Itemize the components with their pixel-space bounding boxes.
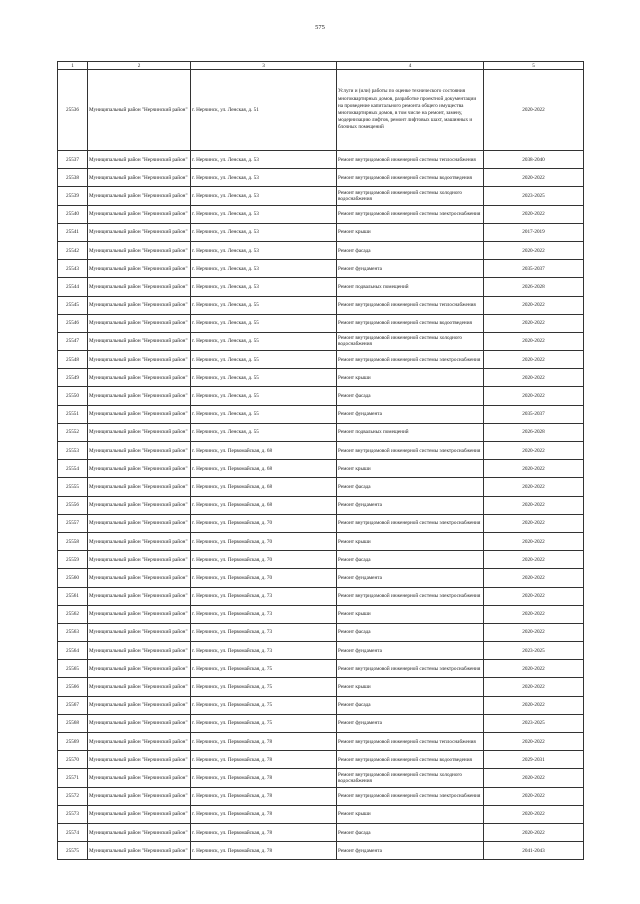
table-row (58, 769, 584, 787)
table-row (58, 751, 584, 769)
period-cell: 2020-2022 (484, 678, 584, 696)
table-row (58, 805, 584, 823)
municipality-cell: Муниципальный район "Нерчинский район" (88, 823, 191, 841)
period-cell: 2020-2022 (484, 805, 584, 823)
period-cell: 2020-2022 (484, 733, 584, 751)
table-row (58, 369, 584, 387)
period-cell: 2020-2022 (484, 442, 584, 460)
address-cell: г. Нерчинск, ул. Первомайская, д. 73 (191, 587, 337, 605)
address-cell: г. Нерчинск, ул. Первомайская, д. 68 (191, 496, 337, 514)
column-header: 4 (337, 62, 484, 70)
work-type-cell: Ремонт внутридомовой инженерной системы теплоснабжения (337, 151, 484, 169)
work-type-cell: Ремонт фасада (337, 478, 484, 496)
table-row (58, 733, 584, 751)
column-header: 2 (88, 62, 191, 70)
table-row (58, 823, 584, 841)
row-number-cell: 25547 (58, 332, 88, 350)
work-type-cell: Ремонт внутридомовой инженерной системы холодного водоснабжения (337, 769, 484, 787)
address-cell: г. Нерчинск, ул. Ленская, д. 53 (191, 260, 337, 278)
row-number-cell: 25542 (58, 241, 88, 259)
table-row (58, 241, 584, 259)
work-type-cell: Ремонт внутридомовой инженерной системы теплоснабжения (337, 733, 484, 751)
row-number-cell: 25539 (58, 187, 88, 205)
table-row (58, 678, 584, 696)
work-type-cell: Ремонт фасада (337, 696, 484, 714)
address-cell: г. Нерчинск, ул. Первомайская, д. 78 (191, 805, 337, 823)
municipality-cell: Муниципальный район "Нерчинский район" (88, 187, 191, 205)
work-type-cell: Ремонт внутридомовой инженерной системы водоотведения (337, 751, 484, 769)
municipality-cell: Муниципальный район "Нерчинский район" (88, 769, 191, 787)
row-number-cell: 25558 (58, 532, 88, 550)
period-cell: 2017-2019 (484, 223, 584, 241)
address-cell: г. Нерчинск, ул. Ленская, д. 55 (191, 423, 337, 441)
period-cell: 2023-2025 (484, 714, 584, 732)
address-cell: г. Нерчинск, ул. Ленская, д. 53 (191, 241, 337, 259)
work-type-cell: Ремонт фундамента (337, 260, 484, 278)
row-number-cell: 25563 (58, 623, 88, 641)
municipality-cell: Муниципальный район "Нерчинский район" (88, 205, 191, 223)
municipality-cell: Муниципальный район "Нерчинский район" (88, 733, 191, 751)
period-cell: 2035-2037 (484, 260, 584, 278)
period-cell: 2020-2022 (484, 70, 584, 151)
municipality-cell: Муниципальный район "Нерчинский район" (88, 314, 191, 332)
address-cell: г. Нерчинск, ул. Ленская, д. 53 (191, 278, 337, 296)
period-cell: 2020-2022 (484, 478, 584, 496)
row-number-cell: 25554 (58, 460, 88, 478)
work-type-cell: Ремонт крыши (337, 460, 484, 478)
row-number-cell: 25571 (58, 769, 88, 787)
address-cell: г. Нерчинск, ул. Ленская, д. 55 (191, 387, 337, 405)
table-row (58, 642, 584, 660)
municipality-cell: Муниципальный район "Нерчинский район" (88, 369, 191, 387)
work-type-cell: Ремонт фундамента (337, 642, 484, 660)
work-type-cell: Ремонт внутридомовой инженерной системы водоотведения (337, 169, 484, 187)
table-row (58, 405, 584, 423)
table-row (58, 151, 584, 169)
work-type-cell: Ремонт подвальных помещений (337, 278, 484, 296)
period-cell: 2020-2022 (484, 696, 584, 714)
municipality-cell: Муниципальный район "Нерчинский район" (88, 442, 191, 460)
period-cell: 2020-2022 (484, 314, 584, 332)
table-row (58, 587, 584, 605)
table-row (58, 496, 584, 514)
period-cell: 2035-2037 (484, 405, 584, 423)
municipality-cell: Муниципальный район "Нерчинский район" (88, 223, 191, 241)
municipality-cell: Муниципальный район "Нерчинский район" (88, 678, 191, 696)
municipality-cell: Муниципальный район "Нерчинский район" (88, 660, 191, 678)
municipality-cell: Муниципальный район "Нерчинский район" (88, 496, 191, 514)
municipality-cell: Муниципальный район "Нерчинский район" (88, 478, 191, 496)
address-cell: г. Нерчинск, ул. Первомайская, д. 70 (191, 551, 337, 569)
row-number-cell: 25541 (58, 223, 88, 241)
row-number-cell: 25548 (58, 351, 88, 369)
municipality-cell: Муниципальный район "Нерчинский район" (88, 260, 191, 278)
table-row (58, 187, 584, 205)
row-number-cell: 25544 (58, 278, 88, 296)
municipality-cell: Муниципальный район "Нерчинский район" (88, 842, 191, 860)
address-cell: г. Нерчинск, ул. Первомайская, д. 75 (191, 660, 337, 678)
address-cell: г. Нерчинск, ул. Ленская, д. 53 (191, 151, 337, 169)
work-type-cell: Ремонт внутридомовой инженерной системы электроснабжения (337, 514, 484, 532)
period-cell: 2020-2022 (484, 787, 584, 805)
municipality-cell: Муниципальный район "Нерчинский район" (88, 70, 191, 151)
row-number-cell: 25559 (58, 551, 88, 569)
row-number-cell: 25550 (58, 387, 88, 405)
address-cell: г. Нерчинск, ул. Первомайская, д. 78 (191, 733, 337, 751)
row-number-cell: 25566 (58, 678, 88, 696)
municipality-cell: Муниципальный район "Нерчинский район" (88, 278, 191, 296)
work-type-cell: Ремонт фасада (337, 623, 484, 641)
row-number-cell: 25568 (58, 714, 88, 732)
address-cell: г. Нерчинск, ул. Первомайская, д. 75 (191, 678, 337, 696)
row-number-cell: 25565 (58, 660, 88, 678)
period-cell: 2020-2022 (484, 514, 584, 532)
address-cell: г. Нерчинск, ул. Первомайская, д. 68 (191, 442, 337, 460)
work-type-cell: Ремонт внутридомовой инженерной системы электроснабжения (337, 587, 484, 605)
period-cell: 2020-2022 (484, 496, 584, 514)
row-number-cell: 25540 (58, 205, 88, 223)
row-number-cell: 25575 (58, 842, 88, 860)
work-type-cell: Ремонт внутридомовой инженерной системы электроснабжения (337, 205, 484, 223)
work-type-cell: Ремонт подвальных помещений (337, 423, 484, 441)
period-cell: 2020-2022 (484, 460, 584, 478)
work-type-cell: Ремонт фундамента (337, 714, 484, 732)
address-cell: г. Нерчинск, ул. Первомайская, д. 78 (191, 823, 337, 841)
row-number-cell: 25552 (58, 423, 88, 441)
table-row (58, 278, 584, 296)
address-cell: г. Нерчинск, ул. Первомайская, д. 78 (191, 751, 337, 769)
municipality-cell: Муниципальный район "Нерчинский район" (88, 751, 191, 769)
row-number-cell: 25573 (58, 805, 88, 823)
row-number-cell: 25537 (58, 151, 88, 169)
table-row (58, 460, 584, 478)
table-row (58, 351, 584, 369)
address-cell: г. Нерчинск, ул. Ленская, д. 51 (191, 70, 337, 151)
period-cell: 2020-2022 (484, 623, 584, 641)
municipality-cell: Муниципальный район "Нерчинский район" (88, 351, 191, 369)
table-row (58, 205, 584, 223)
municipality-cell: Муниципальный район "Нерчинский район" (88, 405, 191, 423)
municipality-cell: Муниципальный район "Нерчинский район" (88, 605, 191, 623)
table-row (58, 296, 584, 314)
address-cell: г. Нерчинск, ул. Ленская, д. 55 (191, 351, 337, 369)
table-row (58, 478, 584, 496)
work-type-cell: Ремонт внутридомовой инженерной системы холодного водоснабжения (337, 187, 484, 205)
work-type-cell: Ремонт внутридомовой инженерной системы электроснабжения (337, 351, 484, 369)
table-row (58, 623, 584, 641)
municipality-cell: Муниципальный район "Нерчинский район" (88, 532, 191, 550)
municipality-cell: Муниципальный район "Нерчинский район" (88, 587, 191, 605)
municipality-cell: Муниципальный район "Нерчинский район" (88, 642, 191, 660)
municipality-cell: Муниципальный район "Нерчинский район" (88, 423, 191, 441)
municipality-cell: Муниципальный район "Нерчинский район" (88, 241, 191, 259)
address-cell: г. Нерчинск, ул. Первомайская, д. 70 (191, 514, 337, 532)
address-cell: г. Нерчинск, ул. Первомайская, д. 78 (191, 769, 337, 787)
row-number-cell: 25555 (58, 478, 88, 496)
row-number-cell: 25570 (58, 751, 88, 769)
municipality-cell: Муниципальный район "Нерчинский район" (88, 569, 191, 587)
address-cell: г. Нерчинск, ул. Первомайская, д. 75 (191, 696, 337, 714)
address-cell: г. Нерчинск, ул. Ленская, д. 53 (191, 205, 337, 223)
row-number-cell: 25538 (58, 169, 88, 187)
column-number-row (58, 62, 584, 70)
period-cell: 2020-2022 (484, 769, 584, 787)
row-number-cell: 25572 (58, 787, 88, 805)
period-cell: 2020-2022 (484, 296, 584, 314)
table-row (58, 842, 584, 860)
period-cell: 2023-2025 (484, 642, 584, 660)
table-row (58, 70, 584, 151)
municipality-cell: Муниципальный район "Нерчинский район" (88, 514, 191, 532)
period-cell: 2020-2022 (484, 605, 584, 623)
row-number-cell: 25556 (58, 496, 88, 514)
row-number-cell: 25557 (58, 514, 88, 532)
period-cell: 2020-2022 (484, 660, 584, 678)
row-number-cell: 25569 (58, 733, 88, 751)
row-number-cell: 25546 (58, 314, 88, 332)
municipality-cell: Муниципальный район "Нерчинский район" (88, 151, 191, 169)
row-number-cell: 25574 (58, 823, 88, 841)
address-cell: г. Нерчинск, ул. Ленская, д. 53 (191, 223, 337, 241)
work-type-cell: Ремонт внутридомовой инженерной системы электроснабжения (337, 442, 484, 460)
table-row (58, 442, 584, 460)
work-type-cell: Ремонт фундамента (337, 569, 484, 587)
address-cell: г. Нерчинск, ул. Первомайская, д. 73 (191, 642, 337, 660)
row-number-cell: 25536 (58, 70, 88, 151)
address-cell: г. Нерчинск, ул. Первомайская, д. 75 (191, 714, 337, 732)
table-row (58, 696, 584, 714)
address-cell: г. Нерчинск, ул. Первомайская, д. 70 (191, 532, 337, 550)
work-type-cell: Ремонт внутридомовой инженерной системы теплоснабжения (337, 296, 484, 314)
period-cell: 2020-2022 (484, 569, 584, 587)
page-number: 575 (315, 24, 325, 31)
period-cell: 2041-2043 (484, 842, 584, 860)
table-row (58, 660, 584, 678)
address-cell: г. Нерчинск, ул. Первомайская, д. 78 (191, 787, 337, 805)
address-cell: г. Нерчинск, ул. Первомайская, д. 73 (191, 605, 337, 623)
address-cell: г. Нерчинск, ул. Ленская, д. 55 (191, 332, 337, 350)
table-row (58, 332, 584, 350)
work-type-cell: Ремонт крыши (337, 223, 484, 241)
address-cell: г. Нерчинск, ул. Первомайская, д. 73 (191, 623, 337, 641)
period-cell: 2020-2022 (484, 369, 584, 387)
municipality-cell: Муниципальный район "Нерчинский район" (88, 805, 191, 823)
municipality-cell: Муниципальный район "Нерчинский район" (88, 460, 191, 478)
work-type-cell: Ремонт фасада (337, 241, 484, 259)
address-cell: г. Нерчинск, ул. Ленская, д. 53 (191, 187, 337, 205)
period-cell: 2020-2022 (484, 169, 584, 187)
period-cell: 2038-2040 (484, 151, 584, 169)
work-type-cell: Ремонт фундамента (337, 496, 484, 514)
table-row (58, 605, 584, 623)
address-cell: г. Нерчинск, ул. Первомайская, д. 68 (191, 478, 337, 496)
period-cell: 2023-2025 (484, 187, 584, 205)
address-cell: г. Нерчинск, ул. Ленская, д. 55 (191, 314, 337, 332)
municipality-cell: Муниципальный район "Нерчинский район" (88, 623, 191, 641)
row-number-cell: 25567 (58, 696, 88, 714)
municipality-cell: Муниципальный район "Нерчинский район" (88, 696, 191, 714)
work-type-cell: Услуги и (или) работы по оценке технического состояния многоквартирных домов, разработке проектной документации на проведение капитального ремонта общего имущества многоквартирных домов, в том числе на ремонт, замену, модернизацию лифтов, ремонт лифтовых шахт, машинных и блочных помещений (337, 70, 484, 151)
municipality-cell: Муниципальный район "Нерчинский район" (88, 714, 191, 732)
table-row (58, 223, 584, 241)
row-number-cell: 25545 (58, 296, 88, 314)
row-number-cell: 25549 (58, 369, 88, 387)
row-number-cell: 25560 (58, 569, 88, 587)
work-type-cell: Ремонт фасада (337, 551, 484, 569)
work-type-cell: Ремонт внутридомовой инженерной системы электроснабжения (337, 660, 484, 678)
table-row (58, 387, 584, 405)
address-cell: г. Нерчинск, ул. Ленская, д. 55 (191, 369, 337, 387)
period-cell: 2020-2022 (484, 387, 584, 405)
work-type-cell: Ремонт крыши (337, 678, 484, 696)
period-cell: 2026-2028 (484, 278, 584, 296)
municipality-cell: Муниципальный район "Нерчинский район" (88, 787, 191, 805)
work-type-cell: Ремонт крыши (337, 805, 484, 823)
column-header: 3 (191, 62, 337, 70)
municipality-cell: Муниципальный район "Нерчинский район" (88, 332, 191, 350)
table-row (58, 314, 584, 332)
work-type-cell: Ремонт крыши (337, 369, 484, 387)
table-row (58, 260, 584, 278)
work-type-cell: Ремонт фундамента (337, 405, 484, 423)
address-cell: г. Нерчинск, ул. Первомайская, д. 68 (191, 460, 337, 478)
row-number-cell: 25561 (58, 587, 88, 605)
column-header: 1 (58, 62, 88, 70)
work-type-cell: Ремонт внутридомовой инженерной системы холодного водоснабжения (337, 332, 484, 350)
period-cell: 2020-2022 (484, 332, 584, 350)
registry-table (57, 61, 584, 860)
table-row (58, 787, 584, 805)
row-number-cell: 25562 (58, 605, 88, 623)
period-cell: 2020-2022 (484, 532, 584, 550)
column-header: 5 (484, 62, 584, 70)
address-cell: г. Нерчинск, ул. Ленская, д. 55 (191, 405, 337, 423)
table-row (58, 423, 584, 441)
work-type-cell: Ремонт крыши (337, 532, 484, 550)
period-cell: 2020-2022 (484, 823, 584, 841)
row-number-cell: 25543 (58, 260, 88, 278)
period-cell: 2026-2028 (484, 423, 584, 441)
work-type-cell: Ремонт внутридомовой инженерной системы водоотведения (337, 314, 484, 332)
municipality-cell: Муниципальный район "Нерчинский район" (88, 169, 191, 187)
address-cell: г. Нерчинск, ул. Ленская, д. 55 (191, 296, 337, 314)
work-type-cell: Ремонт фундамента (337, 842, 484, 860)
work-type-cell: Ремонт фасада (337, 823, 484, 841)
address-cell: г. Нерчинск, ул. Ленская, д. 53 (191, 169, 337, 187)
period-cell: 2020-2022 (484, 551, 584, 569)
row-number-cell: 25551 (58, 405, 88, 423)
row-number-cell: 25553 (58, 442, 88, 460)
address-cell: г. Нерчинск, ул. Первомайская, д. 78 (191, 842, 337, 860)
table-row (58, 514, 584, 532)
municipality-cell: Муниципальный район "Нерчинский район" (88, 296, 191, 314)
period-cell: 2020-2022 (484, 351, 584, 369)
table-row (58, 714, 584, 732)
period-cell: 2029-2031 (484, 751, 584, 769)
row-number-cell: 25564 (58, 642, 88, 660)
work-type-cell: Ремонт внутридомовой инженерной системы электроснабжения (337, 787, 484, 805)
table-row (58, 569, 584, 587)
table-row (58, 169, 584, 187)
address-cell: г. Нерчинск, ул. Первомайская, д. 70 (191, 569, 337, 587)
period-cell: 2020-2022 (484, 241, 584, 259)
work-type-cell: Ремонт фасада (337, 387, 484, 405)
table-row (58, 532, 584, 550)
period-cell: 2020-2022 (484, 205, 584, 223)
table-body (58, 70, 584, 860)
period-cell: 2020-2022 (484, 587, 584, 605)
work-type-cell: Ремонт крыши (337, 605, 484, 623)
table-row (58, 551, 584, 569)
municipality-cell: Муниципальный район "Нерчинский район" (88, 551, 191, 569)
municipality-cell: Муниципальный район "Нерчинский район" (88, 387, 191, 405)
